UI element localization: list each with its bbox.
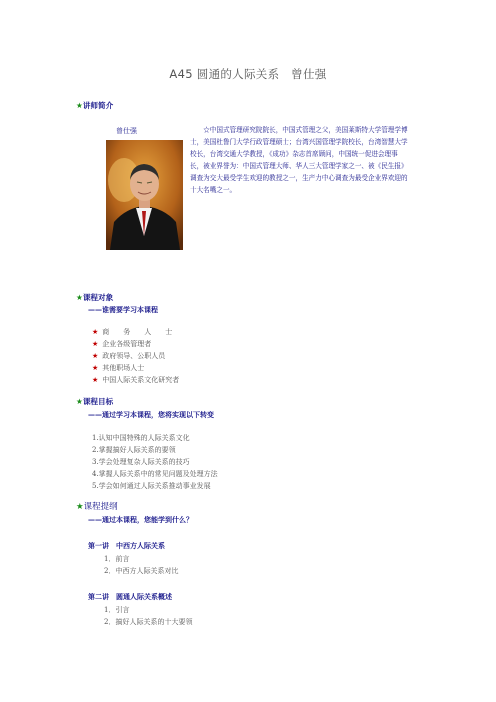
star-icon: ★ [92,352,99,360]
list-item-text: 企业各级管理者 [102,340,152,348]
lecturer-heading-text: 讲师简介 [82,101,114,110]
audience-list [92,326,179,386]
list-item [92,362,179,374]
lecturer-photo [106,140,183,250]
list-item-text: 商 务 人 士 [102,328,173,336]
outline-heading [76,500,118,512]
goals-heading [76,396,113,407]
audience-heading-text: 课程对象 [82,293,114,302]
goals-heading-text: 课程目标 [82,397,114,406]
list-item [92,326,179,338]
list-item [92,338,179,350]
lecturer-heading [76,100,113,111]
star-icon: ★ [76,101,83,110]
star-icon: ★ [76,293,83,302]
star-icon: ★ [92,328,99,336]
list-item [92,350,179,362]
audience-subheading: ——谁需要学习本课程 [88,306,158,314]
list-item: 3.学会处理复杂人际关系的技巧 [92,458,190,466]
list-item [92,374,179,386]
list-item: 4.掌握人际关系中的常见问题及处理方法 [92,470,218,478]
goals-list [92,432,218,492]
list-item: 5.学会如何通过人际关系推动事业发展 [92,482,211,490]
list-item: 2.掌握搞好人际关系的要领 [92,446,176,454]
lecturer-bio: ☆中国式管理研究院院长，中国式管理之父，美国莱斯特大学管理学博士，美国杜鲁门大学行政管理硕士；台湾兴国管理学院校长，台湾智慧大学校长，台湾交通大学教授，《成功》杂志首席顾问，中国统一促进会理事长，被业界誉为：中国式管理大师、华人三大管理学家之一、被《民生报》调查为交大最受学生欢迎的教授之一，生产力中心调查为最受企业界欢迎的十大名嘴之一。 [190,126,408,194]
goals-subheading: ——通过学习本课程，您将实现以下转变 [88,411,214,419]
outline-subheading: ——通过本课程，您能学到什么？ [88,516,193,524]
lecturer-name: 曾仕强 [116,127,137,135]
list-item: 2．搞好人际关系的十大要领 [104,618,193,626]
list-item: 1.认知中国特殊的人际关系文化 [92,434,190,442]
list-item: 1．引言 [104,606,130,614]
star-icon: ★ [76,397,83,406]
audience-heading [76,292,113,303]
star-icon: ★ [76,502,84,512]
star-icon: ★ [92,340,99,348]
list-item: 2．中西方人际关系对比 [104,567,179,575]
document-title: A45 圆通的人际关系 曾仕强 [169,67,327,81]
star-icon: ★ [92,376,99,384]
outline-heading-text: 课程提纲 [83,502,118,512]
lecture-title: 第二讲 圆通人际关系概述 [88,593,172,601]
list-item-text: 政府领导、公职人员 [102,352,166,360]
list-item: 1．前言 [104,555,130,563]
lecture-items [104,553,178,577]
list-item-text: 其他职场人士 [102,364,145,372]
star-icon: ★ [92,364,99,372]
list-item-text: 中国人际关系文化研究者 [102,376,180,384]
lecture-title: 第一讲 中西方人际关系 [88,542,165,550]
lecture-items [104,604,192,628]
